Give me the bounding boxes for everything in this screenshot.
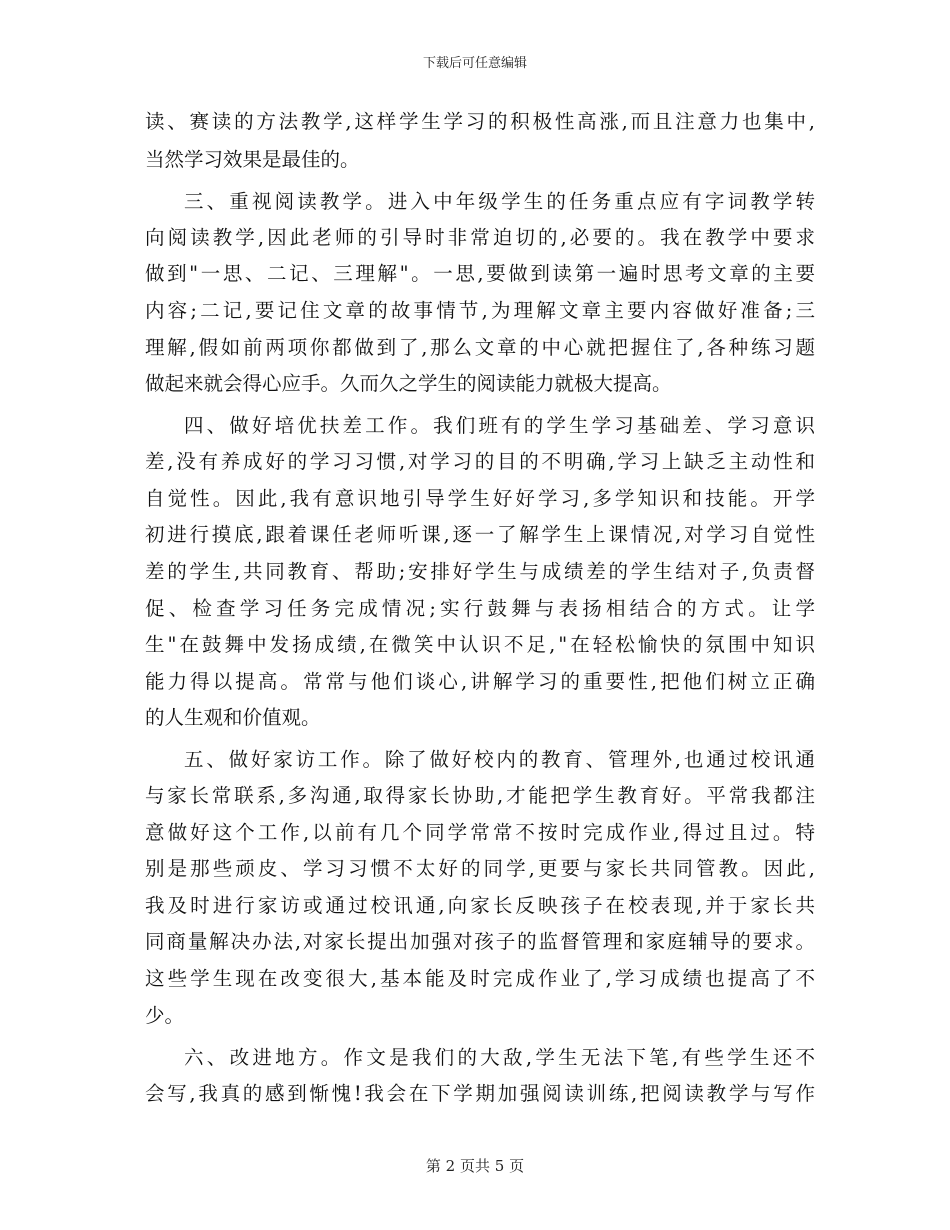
page-header: 下载后可任意编辑 — [422, 56, 527, 71]
text-line: 别是那些顽皮、学习习惯不太好的同学,更要与家长共同管教。因此, — [145, 857, 819, 880]
text-line: 做到"一思、二记、三理解"。一思,要做到读第一遍时思考文章的主要 — [145, 262, 818, 285]
text-line: 生"在鼓舞中发扬成绩,在微笑中认识不足,"在轻松愉快的氛围中知识 — [145, 633, 819, 656]
text-line: 初进行摸底,跟着课任老师听课,逐一了解学生上课情况,对学习自觉性 — [145, 523, 818, 546]
text-line: 自觉性。因此,我有意识地引导学生好好学习,多学知识和技能。开学 — [145, 487, 819, 510]
text-line: 能力得以提高。常常与他们谈心,讲解学习的重要性,把他们树立正确 — [145, 670, 819, 693]
text-line: 向阅读教学,因此老师的引导时非常迫切的,必要的。我在教学中要求 — [145, 226, 819, 249]
text-line: 的人生观和价值观。 — [145, 706, 321, 729]
text-line: 同商量解决办法,对家长提出加强对孩子的监督管理和家庭辅导的要求。 — [145, 930, 817, 953]
text-line: 读、赛读的方法教学,这样学生学习的积极性高涨,而且注意力也集中, — [145, 110, 818, 133]
paragraph-start: 五、做好家访工作。除了做好校内的教育、管理外,也通过校讯通 — [184, 748, 818, 771]
text-line: 促、检查学习任务完成情况;实行鼓舞与表扬相结合的方式。让学 — [145, 597, 820, 620]
text-line: 理解,假如前两项你都做到了,那么文章的中心就把握住了,各种练习题 — [145, 336, 818, 359]
text-line: 会写,我真的感到惭愧!我会在下学期加强阅读训练,把阅读教学与写作 — [145, 1082, 818, 1105]
text-line: 少。 — [145, 1004, 185, 1027]
text-line: 我及时进行家访或通过校讯通,向家长反映孩子在校表现,并于家长共 — [145, 894, 819, 917]
text-line: 差的学生,共同教育、帮助;安排好学生与成绩差的学生结对子,负责督 — [145, 560, 818, 583]
paragraph-start: 四、做好培优扶差工作。我们班有的学生学习基础差、学习意识 — [184, 414, 819, 437]
text-line: 意做好这个工作,以前有几个同学常常不按时完成作业,得过且过。特 — [145, 821, 819, 844]
page-footer: 第 2 页共 5 页 — [425, 1157, 525, 1175]
text-line: 与家长常联系,多沟通,取得家长协助,才能把学生教育好。平常我都注 — [145, 784, 818, 807]
paragraph-start: 三、重视阅读教学。进入中年级学生的任务重点应有字词教学转 — [184, 190, 819, 213]
text-line: 这些学生现在改变很大,基本能及时完成作业了,学习成绩也提高了不 — [145, 967, 819, 990]
text-line: 差,没有养成好的学习习惯,对学习的目的不明确,学习上缺乏主动性和 — [145, 450, 818, 473]
text-line: 做起来就会得心应手。久而久之学生的阅读能力就极大提高。 — [145, 372, 672, 395]
text-line: 当然学习效果是最佳的。 — [145, 148, 360, 171]
paragraph-start: 六、改进地方。作文是我们的大敌,学生无法下笔,有些学生还不 — [184, 1046, 819, 1069]
text-line: 内容;二记,要记住文章的故事情节,为理解文章主要内容做好准备;三 — [145, 299, 819, 322]
